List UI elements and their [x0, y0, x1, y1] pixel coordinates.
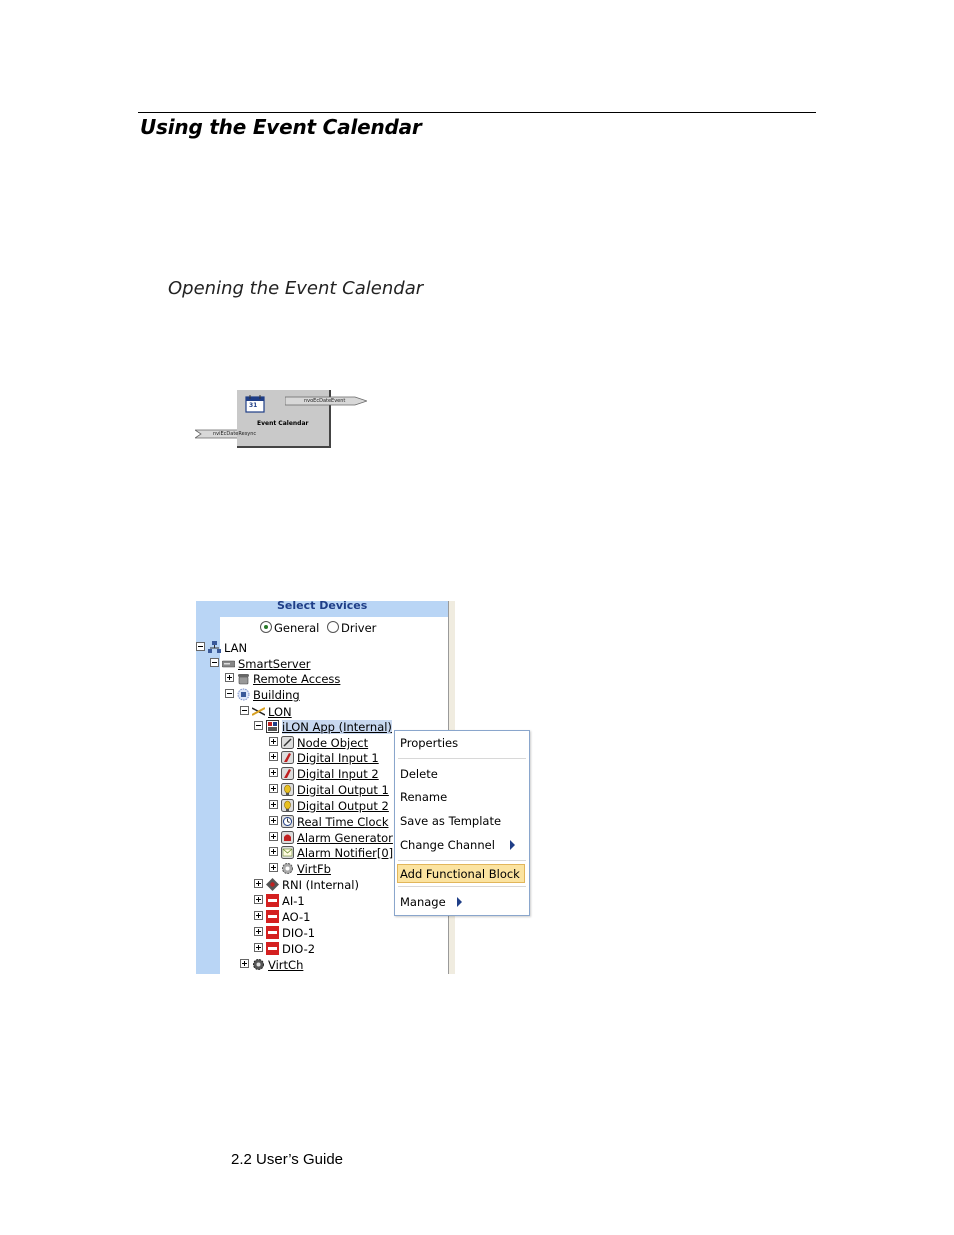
tree-node-alarm-notifier[interactable] [269, 846, 393, 860]
io-device-icon [266, 926, 279, 939]
tree-node-digital-output-2[interactable] [269, 799, 389, 813]
tree-node-digital-input-1[interactable] [269, 751, 379, 765]
tree-node-dio-2[interactable] [254, 942, 315, 956]
radio-general-dot-icon [260, 621, 272, 633]
menu-item-change-channel[interactable]: Change Channel [400, 838, 495, 852]
radio-driver[interactable] [327, 621, 376, 635]
menu-item-manage[interactable]: Manage [400, 895, 446, 909]
expand-icon[interactable] [269, 832, 278, 841]
digital-input-icon [281, 751, 294, 764]
radio-driver-dot-icon [327, 621, 339, 633]
expand-icon[interactable] [254, 911, 263, 920]
menu-item-rename[interactable]: Rename [400, 790, 448, 804]
alarm-bell-icon [281, 831, 294, 844]
context-menu [394, 730, 530, 916]
tree-node-ai-1[interactable] [254, 894, 305, 908]
tree-node-label: LON [268, 705, 292, 719]
expand-icon[interactable] [240, 959, 249, 968]
tree-node-real-time-clock[interactable] [269, 815, 389, 829]
network-icon [208, 641, 221, 654]
tree-node-ao-1[interactable] [254, 910, 311, 924]
virtual-channel-icon [252, 958, 265, 971]
io-device-icon [266, 942, 279, 955]
tree-node-label: Alarm Notifier[0] [297, 846, 394, 860]
tree-node-dio-1[interactable] [254, 926, 315, 940]
tree-node-label: DIO-1 [282, 926, 316, 940]
expand-icon[interactable] [269, 800, 278, 809]
node-object-icon [281, 736, 294, 749]
digital-output-icon [281, 799, 294, 812]
expand-icon[interactable] [269, 784, 278, 793]
gear-icon [281, 862, 294, 875]
server-icon [222, 657, 235, 670]
tree-node-lan[interactable] [196, 641, 247, 655]
expand-icon[interactable] [254, 943, 263, 952]
submenu-arrow-icon [510, 840, 515, 850]
tree-node-label: iLON App (Internal) [282, 720, 392, 734]
panel-header [196, 601, 448, 617]
radio-general[interactable] [260, 621, 319, 635]
tree-node-label: Real Time Clock [297, 815, 389, 829]
digital-input-icon [281, 767, 294, 780]
expand-icon[interactable] [269, 752, 278, 761]
menu-item-save-as-template[interactable]: Save as Template [400, 814, 502, 828]
output-pin-label: nvoEcDateEvent [304, 398, 346, 404]
tree-node-label: Remote Access [253, 672, 341, 686]
panel-title: Select Devices [277, 601, 368, 612]
tree-node-label: SmartServer [238, 657, 311, 671]
device-icon [266, 720, 279, 733]
menu-separator [398, 886, 526, 887]
calendar-number: 31 [249, 402, 258, 409]
submenu-arrow-icon [457, 897, 462, 907]
collapse-icon[interactable] [225, 689, 234, 698]
io-device-icon [266, 910, 279, 923]
tree-node-label: Node Object [297, 736, 369, 750]
tree-node-lon[interactable] [240, 705, 292, 719]
tree-node-label: AI-1 [282, 894, 305, 908]
tree-node-label: LAN [224, 641, 248, 655]
tree-node-rni[interactable] [254, 878, 359, 892]
tree-node-label: Digital Input 2 [297, 767, 379, 781]
tree-node-remote-access[interactable] [225, 672, 340, 686]
tree-node-label: Digital Input 1 [297, 751, 379, 765]
event-calendar-block-figure [195, 388, 370, 450]
tree-node-building[interactable] [225, 688, 300, 702]
expand-icon[interactable] [225, 673, 234, 682]
section-heading: Using the Event Calendar [140, 115, 422, 139]
tree-node-smartserver[interactable] [210, 657, 311, 671]
tree-node-digital-output-1[interactable] [269, 783, 389, 797]
tree-node-node-object[interactable] [269, 736, 368, 750]
tree-node-virtfb[interactable] [269, 862, 331, 876]
digital-output-icon [281, 783, 294, 796]
expand-icon[interactable] [269, 768, 278, 777]
tree-node-digital-input-2[interactable] [269, 767, 379, 781]
menu-separator [398, 758, 526, 759]
expand-icon[interactable] [254, 895, 263, 904]
collapse-icon[interactable] [240, 706, 249, 715]
subsection-heading: Opening the Event Calendar [168, 278, 424, 299]
expand-icon[interactable] [269, 847, 278, 856]
heading-rule [138, 112, 816, 113]
tree-node-label: Digital Output 1 [297, 783, 389, 797]
collapse-icon[interactable] [196, 642, 205, 651]
expand-icon[interactable] [254, 927, 263, 936]
tree-node-label: AO-1 [282, 910, 311, 924]
expand-icon[interactable] [269, 863, 278, 872]
expand-icon[interactable] [269, 816, 278, 825]
collapse-icon[interactable] [254, 721, 263, 730]
rni-icon [266, 878, 279, 891]
input-pin-label: nviEcDateResync [213, 431, 257, 437]
tree-node-label: Alarm Generator [297, 831, 393, 845]
menu-item-delete[interactable]: Delete [400, 767, 438, 781]
tree-node-virtch[interactable] [240, 958, 303, 972]
tree-node-label: Building [253, 688, 300, 702]
telephone-icon [237, 672, 250, 685]
menu-separator [398, 860, 526, 861]
tree-node-label: VirtFb [297, 862, 331, 876]
view-mode-radios [260, 621, 376, 635]
block-label: Event Calendar [257, 420, 309, 427]
page-footer: 2.2 User’s Guide [231, 1151, 344, 1168]
tree-node-ilon-app[interactable] [254, 720, 392, 734]
menu-item-add-functional-block[interactable]: Add Functional Block [400, 867, 520, 881]
collapse-icon[interactable] [210, 658, 219, 667]
expand-icon[interactable] [254, 879, 263, 888]
radio-driver-label: Driver [340, 621, 377, 635]
menu-item-properties[interactable]: Properties [400, 736, 459, 750]
lon-channel-icon [252, 705, 265, 718]
tree-node-label: Digital Output 2 [297, 799, 389, 813]
io-device-icon [266, 894, 279, 907]
building-icon [237, 688, 250, 701]
tree-node-label: RNI (Internal) [282, 878, 359, 892]
tree-node-label: DIO-2 [282, 942, 316, 956]
clock-icon [281, 815, 294, 828]
envelope-icon [281, 846, 294, 859]
expand-icon[interactable] [269, 737, 278, 746]
tree-node-alarm-generator[interactable] [269, 831, 393, 845]
tree-node-label: VirtCh [268, 958, 304, 972]
radio-general-label: General [274, 621, 320, 635]
